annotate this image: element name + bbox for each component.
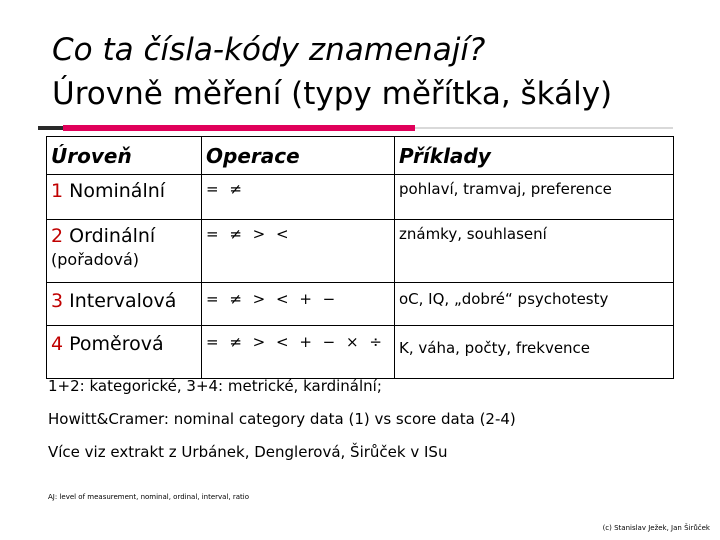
footnote: AJ: level of measurement, nominal, ordinal, interval, ratio xyxy=(48,493,249,501)
title-rule-dark xyxy=(38,126,63,130)
level-number: 3 xyxy=(51,290,64,312)
operations-cell: = ≠ > < + − × ÷ xyxy=(202,326,395,379)
levels-table xyxy=(46,136,674,379)
title-rule-thin xyxy=(415,127,673,129)
credit: (c) Stanislav Ježek, Jan Širůček xyxy=(602,524,710,532)
examples-cell: známky, souhlasení xyxy=(395,220,674,283)
level-label: Ordinální xyxy=(69,225,156,247)
header-examples: Příklady xyxy=(395,137,674,175)
header-operations: Operace xyxy=(202,137,395,175)
level-label: Nominální xyxy=(69,180,166,202)
level-number: 4 xyxy=(51,333,64,355)
level-cell xyxy=(47,175,202,220)
level-cell xyxy=(47,220,202,283)
slide-title xyxy=(52,28,712,116)
level-label: Poměrová xyxy=(69,333,164,355)
level-sublabel: (pořadová) xyxy=(51,250,140,269)
operations-cell: = ≠ > < xyxy=(202,220,395,283)
note-line: Howitt&Cramer: nominal category data (1) vs score data (2-4) xyxy=(48,410,516,428)
note-line: Více viz extrakt z Urbánek, Denglerová, Širůček v ISu xyxy=(48,443,448,461)
title-line-1: Co ta čísla-kódy znamenají? xyxy=(52,32,486,68)
notes-block xyxy=(48,370,688,469)
note-line: 1+2: kategorické, 3+4: metrické, kardinální; xyxy=(48,377,382,395)
operations-cell: = ≠ xyxy=(202,175,395,220)
examples-cell: pohlaví, tramvaj, preference xyxy=(395,175,674,220)
examples-cell: oC, IQ, „dobré“ psychotesty xyxy=(395,283,674,326)
title-rule-accent xyxy=(63,125,415,131)
header-level: Úroveň xyxy=(47,137,202,175)
table-header-row xyxy=(47,137,674,175)
level-number: 1 xyxy=(51,180,64,202)
table-row xyxy=(47,220,674,283)
table-row xyxy=(47,283,674,326)
level-number: 2 xyxy=(51,225,64,247)
examples-cell: K, váha, počty, frekvence xyxy=(395,326,674,379)
level-cell xyxy=(47,283,202,326)
title-line-2: Úrovně měření (typy měřítka, škály) xyxy=(52,76,613,112)
level-label: Intervalová xyxy=(69,290,177,312)
table-row xyxy=(47,175,674,220)
operations-cell: = ≠ > < + − xyxy=(202,283,395,326)
